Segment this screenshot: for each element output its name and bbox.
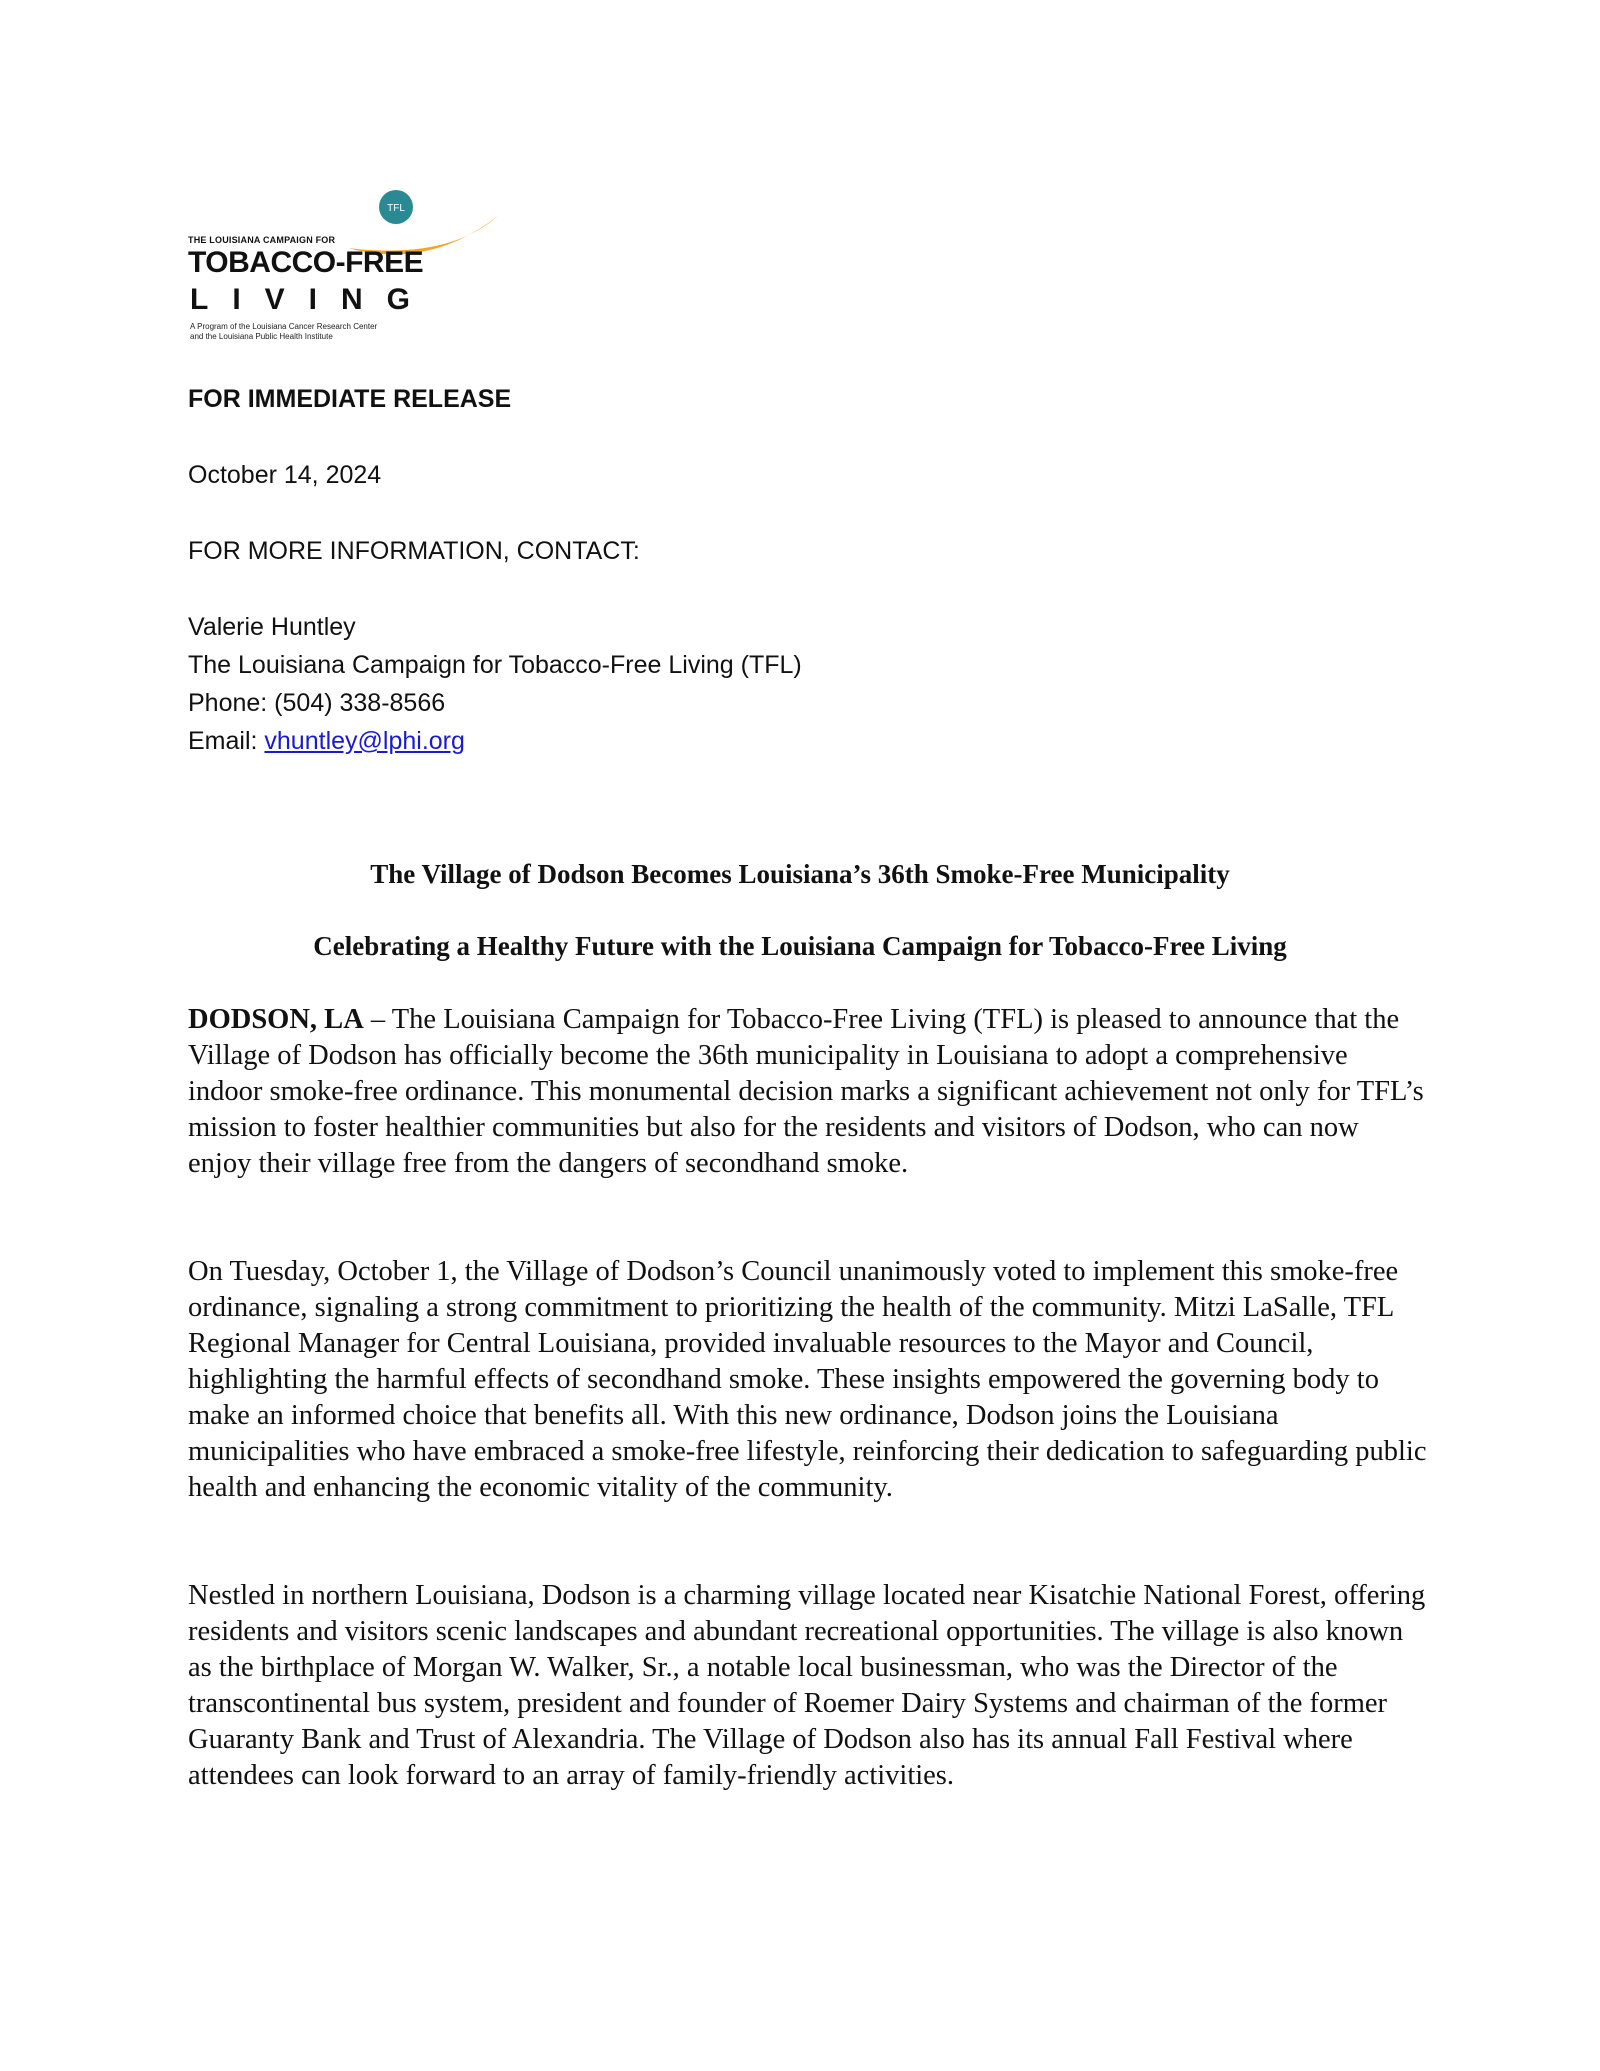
email-label: Email: [188,727,265,755]
logo-top-line: THE LOUISIANA CAMPAIGN FOR [188,235,336,245]
tfl-badge-swoosh-icon [388,190,648,260]
contact-email-line [188,722,465,760]
logo-sub-line-1: A Program of the Louisiana Cancer Research Center [190,322,378,331]
badge-text: TFL [387,203,405,214]
contact-phone: Phone: (504) 338-8566 [188,689,446,717]
paragraph-2: On Tuesday, October 1, the Village of Dodson’s Council unanimously voted to implement this smoke-free ordinance, signaling a strong commitment to prioritizing the health of the community. Mitzi LaSalle, TFL Regional Manager for Central Louisiana, provided invaluable resources to the Mayor and Council, highlighting the harmful effects of secondhand smoke. These insights empowered the governing body to make an informed choice that benefits all. With this new ordinance, Dodson joins the Louisiana municipalities who have embraced a smoke-free lifestyle, reinforcing their dedication to safeguarding public health and enhancing the economic vitality of the community. [188,1256,1427,1503]
tfl-logo [188,190,458,350]
dateline: DODSON, LA [188,1004,364,1035]
release-date: October 14, 2024 [188,461,382,489]
email-link[interactable]: vhuntley@lphi.org [264,727,465,755]
logo-main-text: TOBACCO-FREE [188,246,424,279]
logo-sub-line-2: and the Louisiana Public Health Institute [190,332,333,341]
headline: The Village of Dodson Becomes Louisiana’s 36th Smoke-Free Municipality [370,859,1230,889]
release-label: FOR IMMEDIATE RELEASE [188,385,512,413]
paragraph-3: Nestled in northern Louisiana, Dodson is a charming village located near Kisatchie National Forest, offering residents and visitors scenic landscapes and abundant recreational opportunities. The village is also known as the birthplace of Morgan W. Walker, Sr., a notable local businessman, who was the Director of the transcontinental bus system, president and founder of Roemer Dairy Systems and chairman of the former Guaranty Bank and Trust of Alexandria. The Village of Dodson also has its annual Fall Festival where attendees can look forward to an array of family-friendly activities. [188,1580,1426,1791]
contact-heading: FOR MORE INFORMATION, CONTACT: [188,537,640,565]
paragraph-1 [188,1002,1428,1182]
contact-org: The Louisiana Campaign for Tobacco-Free Living (TFL) [188,651,802,679]
logo-living-text: LIVING [190,283,435,316]
paragraph-1-text: – The Louisiana Campaign for Tobacco-Free Living (TFL) is pleased to announce that the Village of Dodson has officially become the 36th municipality in Louisiana to adopt a comprehensive indoor smoke-free ordinance. This monumental decision marks a significant achievement not only for TFL’s mission to foster healthier communities but also for the residents and visitors of Dodson, who can now enjoy their village free from the dangers of secondhand smoke. [188,1004,1424,1179]
subheadline: Celebrating a Healthy Future with the Louisiana Campaign for Tobacco-Free Living [313,931,1287,961]
contact-name: Valerie Huntley [188,613,356,641]
